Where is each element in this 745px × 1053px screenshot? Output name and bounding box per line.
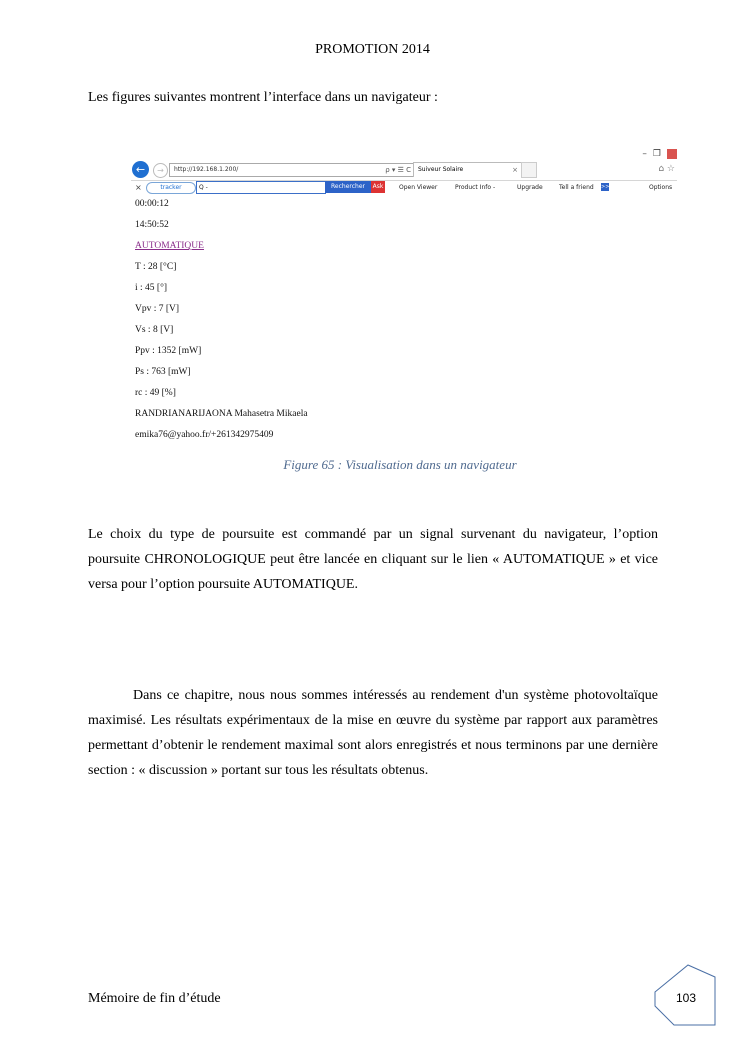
author-name: RANDRIANARIJAONA Mahasetra Mikaela: [135, 409, 308, 419]
open-viewer-button[interactable]: Open Viewer: [399, 184, 438, 191]
clock-time: 14:50:52: [135, 220, 169, 230]
author-contact: emika76@yahoo.fr/+261342975409: [135, 430, 274, 440]
address-bar-icons[interactable]: ρ ▾ ☰ C: [385, 166, 411, 174]
window-controls: [642, 148, 677, 160]
close-window-icon[interactable]: [667, 149, 677, 159]
toolbar-close-icon[interactable]: ×: [135, 183, 142, 192]
forward-arrow-icon[interactable]: →: [153, 163, 168, 178]
tab-title: Suiveur Solaire: [418, 166, 464, 173]
ppv-reading: Ppv : 1352 [mW]: [135, 346, 202, 356]
rechercher-button[interactable]: Rechercher: [325, 181, 371, 193]
home-favorites-icons[interactable]: ⌂ ☆: [658, 164, 675, 174]
page-header: PROMOTION 2014: [315, 42, 430, 57]
elapsed-time: 00:00:12: [135, 199, 169, 209]
browser-navbar: [131, 160, 677, 181]
tell-a-friend-button[interactable]: Tell a friend: [559, 184, 594, 191]
toolbar-more-icon[interactable]: >>: [601, 184, 610, 190]
paragraph-conclusion: Dans ce chapitre, nous nous sommes intéressés au rendement d'un système photovoltaïque maximisé. Les résultats expérimentaux de la mise en œuvre du système par rapport aux paramètres permettant d’obtenir le rendement maximal sont alors enregistrés et nous terminons par une dernière section : « discussion » portant sur tous les résultats obtenus.: [88, 688, 658, 778]
figure-caption: Figure 65 : Visualisation dans un navigateur: [283, 457, 517, 472]
efficiency-reading: rc : 49 [%]: [135, 388, 176, 398]
temperature-reading: T : 28 [°C]: [135, 262, 177, 272]
browser-tab[interactable]: [413, 162, 523, 177]
new-tab-button[interactable]: [521, 162, 537, 178]
ask-button[interactable]: Ask: [371, 181, 385, 193]
tab-close-icon[interactable]: ×: [512, 166, 518, 174]
minimize-icon[interactable]: –: [642, 149, 647, 159]
ps-reading: Ps : 763 [mW]: [135, 367, 191, 377]
footer-text: Mémoire de fin d’étude: [88, 991, 221, 1006]
page-number: 103: [676, 991, 697, 1005]
tracker-logo: tracker: [146, 182, 196, 194]
vs-reading: Vs : 8 [V]: [135, 325, 174, 335]
paragraph-poursuite: Le choix du type de poursuite est commandé par un signal survenant du navigateur, l’option poursuite CHRONOLOGIQUE peut être lancée en cliquant sur le lien « AUTOMATIQUE » et vice versa pour l’option poursuite AUTOMATIQUE.: [88, 527, 658, 592]
url-text: http://192.168.1.200/: [174, 166, 239, 173]
product-info-button[interactable]: Product Info -: [455, 184, 496, 191]
upgrade-button[interactable]: Upgrade: [517, 184, 543, 191]
automatique-link[interactable]: AUTOMATIQUE: [135, 241, 204, 251]
toolbar-search-input[interactable]: Q -: [196, 181, 326, 194]
back-arrow-icon[interactable]: ←: [132, 161, 149, 178]
browser-toolbar: [131, 181, 677, 194]
restore-icon[interactable]: ❐: [652, 149, 661, 159]
options-button[interactable]: Options: [649, 184, 673, 191]
vpv-reading: Vpv : 7 [V]: [135, 304, 180, 314]
intro-text: Les figures suivantes montrent l’interface dans un navigateur :: [88, 90, 438, 105]
page-number-badge: [654, 964, 716, 1026]
browser-screenshot-figure: [131, 148, 677, 448]
address-bar[interactable]: [169, 163, 415, 177]
angle-reading: i : 45 [°]: [135, 283, 168, 293]
